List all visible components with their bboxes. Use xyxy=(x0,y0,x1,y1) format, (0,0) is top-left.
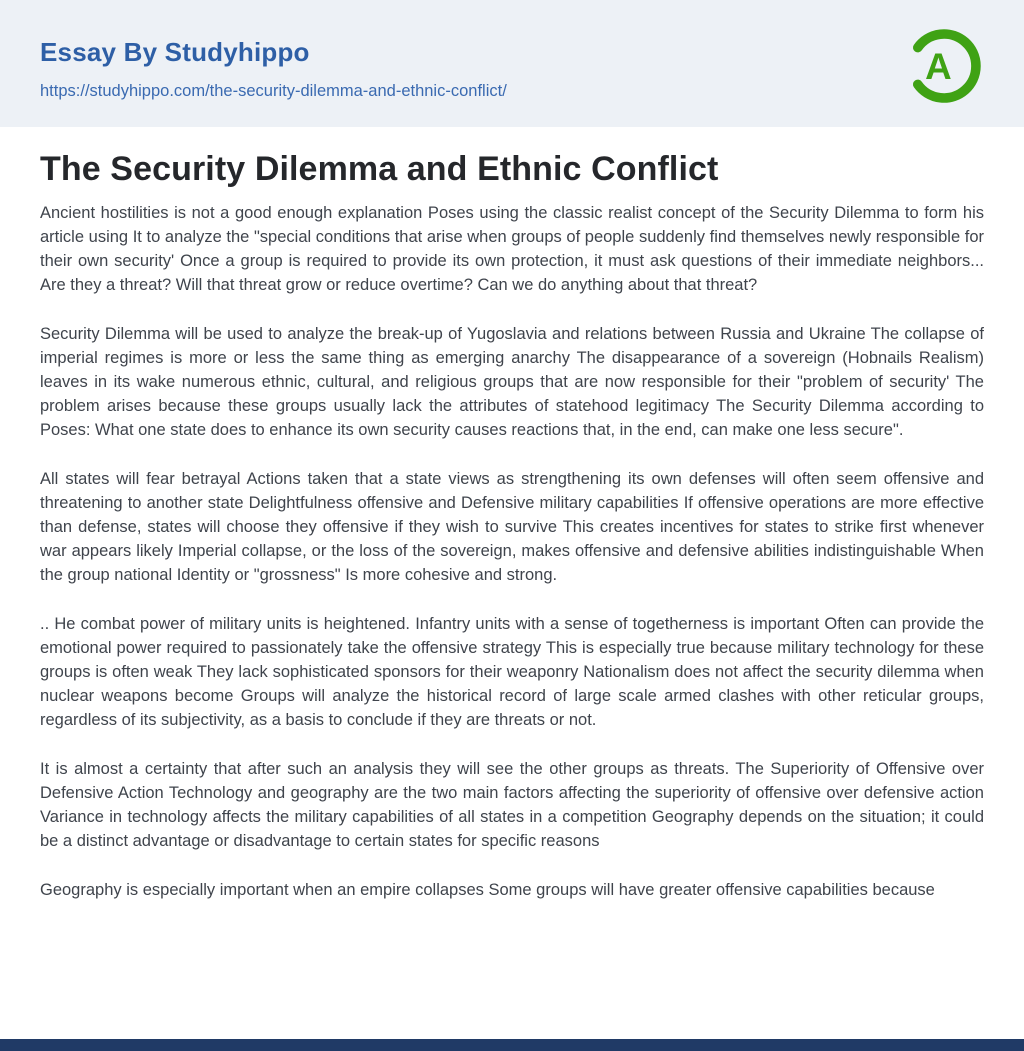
bottom-accent-bar xyxy=(0,1039,1024,1051)
article xyxy=(0,149,1024,902)
studyhippo-logo xyxy=(904,26,984,106)
article-body xyxy=(40,201,984,902)
open-circle-arc-icon xyxy=(904,26,984,106)
paragraph-5: It is almost a certainty that after such an analysis they will see the other groups as threats. The Superiority of Offensive over Defensive Action Technology and geography are the two main factors affecting the superiority of offensive over defensive action Variance in technology affects the military capabilities of all states in a competition Geography depends on the situation; it could be a distinct advantage or disadvantage to certain states for specific reasons xyxy=(40,760,984,851)
paragraph-1: Ancient hostilities is not a good enough explanation Poses using the classic realist concept of the Security Dilemma to form his article using It to analyze the "special conditions that arise when groups of people suddenly find themselves newly responsible for their own security' Once a group is required to provide its own protection, it must ask questions of their immediate neighbors... Are they a threat? Will that threat grow or reduce overtime? Can we do anything about that threat? xyxy=(40,204,984,295)
logo-letter: A xyxy=(925,45,952,87)
page-title: The Security Dilemma and Ethnic Conflict xyxy=(40,150,719,188)
paragraph-6: Geography is especially important when an empire collapses Some groups will have greater offensive capabilities because xyxy=(40,881,935,900)
paragraph-4: .. He combat power of military units is heightened. Infantry units with a sense of togetherness is important Often can provide the emotional power required to passionately take the offensive strategy This is especially true because military technology for these groups is often weak They lack sophisticated sponsors for their weaponry Nationalism does not affect the security dilemma when nuclear weapons become Groups will analyze the historical record of large scale armed clashes with other reticular groups, regardless of its subjectivity, as a basis to conclude if they are threats or not. xyxy=(40,615,984,730)
essay-url-link[interactable]: https://studyhippo.com/the-security-dilemma-and-ethnic-conflict/ xyxy=(40,81,507,100)
paragraph-2: Security Dilemma will be used to analyze the break-up of Yugoslavia and relations between Russia and Ukraine The collapse of imperial regimes is more or less the same thing as emerging anarchy The disappearance of a sovereign (Hobnails Realism) leaves in its wake numerous ethnic, cultural, and religious groups that are now responsible for their "problem of security' The problem arises because these groups usually lack the attributes of statehood legitimacy The Security Dilemma according to Poses: What one state does to enhance its own security causes reactions that, in the end, can make one less secure". xyxy=(40,325,984,440)
paragraph-3: All states will fear betrayal Actions taken that a state views as strengthening its own defenses will often seem offensive and threatening to another state Delightfulness offensive and Defensive military capabilities If offensive operations are more effective than defense, states will choose they offensive if they wish to survive This creates incentives for states to strike first whenever war appears likely Imperial collapse, or the loss of the sovereign, makes offensive and defensive abilities indistinguishable When the group national Identity or "grossness" Is more cohesive and strong. xyxy=(40,470,984,585)
byline: Essay By Studyhippo xyxy=(40,36,310,67)
page-header xyxy=(0,0,1024,127)
header-text-block xyxy=(40,27,507,101)
